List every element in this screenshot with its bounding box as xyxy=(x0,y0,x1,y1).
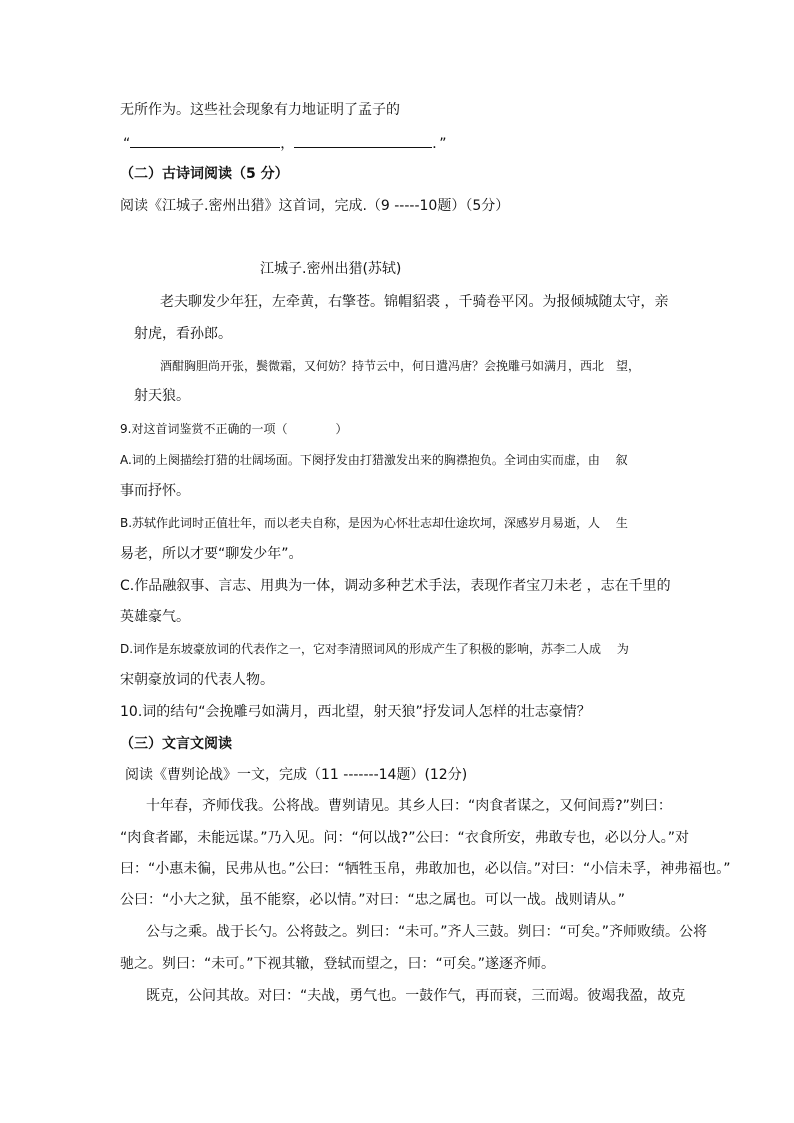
text-line: 无所作为。这些社会现象有力地证明了孟子的 xyxy=(120,102,400,118)
passage-line: 公与之乘。战于长勺。公将鼓之。刿曰：“未可。”齐人三鼓。刿曰：“可矣。”齐师败绩。公将 xyxy=(146,924,708,940)
poem-line: 酒酣胸胆尚开张，鬓微霜，又何妨？持节云中，何日遣冯唐？会挽雕弓如满月，西北 望， xyxy=(160,359,641,373)
section-heading-poetry: （二）古诗词阅读（5 分） xyxy=(120,166,289,182)
option-c-cont: 英雄豪气。 xyxy=(120,609,190,625)
poem-line: 射天狼。 xyxy=(134,388,190,404)
option-b-cont: 易老，所以才要“聊发少年”。 xyxy=(120,546,303,562)
option-a-cont: 事而抒怀。 xyxy=(120,483,190,499)
passage-line: 公曰：“小大之狱，虽不能察，必以情。”对曰：“忠之属也。可以一战。战则请从。” xyxy=(120,892,626,908)
quote-open-mark: “ xyxy=(123,136,131,152)
answer-blank-2[interactable] xyxy=(294,134,432,148)
poem-title: 江城子.密州出猎(苏轼) xyxy=(260,261,402,277)
option-a: A.词的上阕描绘打猎的壮阔场面。下阕抒发由打猎激发出来的胸襟抱负。全词由实而虚，由 叙 xyxy=(120,453,628,467)
passage-line: 既克，公问其故。对曰：“夫战，勇气也。一鼓作气，再而衰，三而竭。彼竭我盈，故克 xyxy=(146,988,686,1004)
poem-line: 射虎，看孙郎。 xyxy=(134,326,232,342)
option-b: B.苏轼作此词时正值壮年，而以老夫自称，是因为心怀壮志却仕途坎坷，深感岁月易逝，人 生 xyxy=(120,516,628,530)
passage-line: 十年春，齐师伐我。公将战。曹刿请见。其乡人曰：“肉食者谋之，又何间焉?”刿曰： xyxy=(146,798,672,814)
quote-comma: ， xyxy=(280,136,295,152)
section-heading-classical: （三）文言文阅读 xyxy=(120,736,232,752)
passage-line: 曰：“小惠未徧，民弗从也。”公曰：“牺牲玉帛，弗敢加也，必以信。”对曰：“小信未孚，神弗福也。” xyxy=(120,861,731,877)
question-9: 9.对这首词鉴赏不正确的一项（ ） xyxy=(120,422,348,436)
answer-blank-1[interactable] xyxy=(130,134,280,148)
passage-line: 驰之。刿曰：“未可。”下视其辙，登轼而望之，曰：“可矣。”遂逐齐师。 xyxy=(120,956,556,972)
reading-instruction: 阅读《曹刿论战》一文，完成（11 -------14题）(12分) xyxy=(125,767,468,783)
reading-instruction: 阅读《江城子.密州出猎》这首词，完成.（9 -----10题）（5分） xyxy=(120,198,510,214)
poem-line: 老夫聊发少年狂，左牵黄，右擎苍。锦帽貂裘 ，千骑卷平冈。为报倾城随太守，亲 xyxy=(160,294,669,310)
passage-line: “肉食者鄙，未能远谋。”乃入见。问：“何以战?”公曰：“衣食所安，弗敢专也，必以分人。”对 xyxy=(120,830,689,846)
question-10: 10.词的结句“会挽雕弓如满月，西北望，射天狼”抒发词人怎样的壮志豪情？ xyxy=(120,704,591,720)
quote-blank-line xyxy=(123,134,447,153)
option-d-cont: 宋朝豪放词的代表人物。 xyxy=(120,672,274,688)
quote-close-mark: ．” xyxy=(432,136,447,152)
option-c: C.作品融叙事、言志、用典为一体，调动多种艺术手法，表现作者宝刀未老 ，志在千里的 xyxy=(120,578,671,594)
option-d: D.词作是东坡豪放词的代表作之一，它对李清照词风的形成产生了积极的影响，苏李二人成 为 xyxy=(120,642,629,656)
